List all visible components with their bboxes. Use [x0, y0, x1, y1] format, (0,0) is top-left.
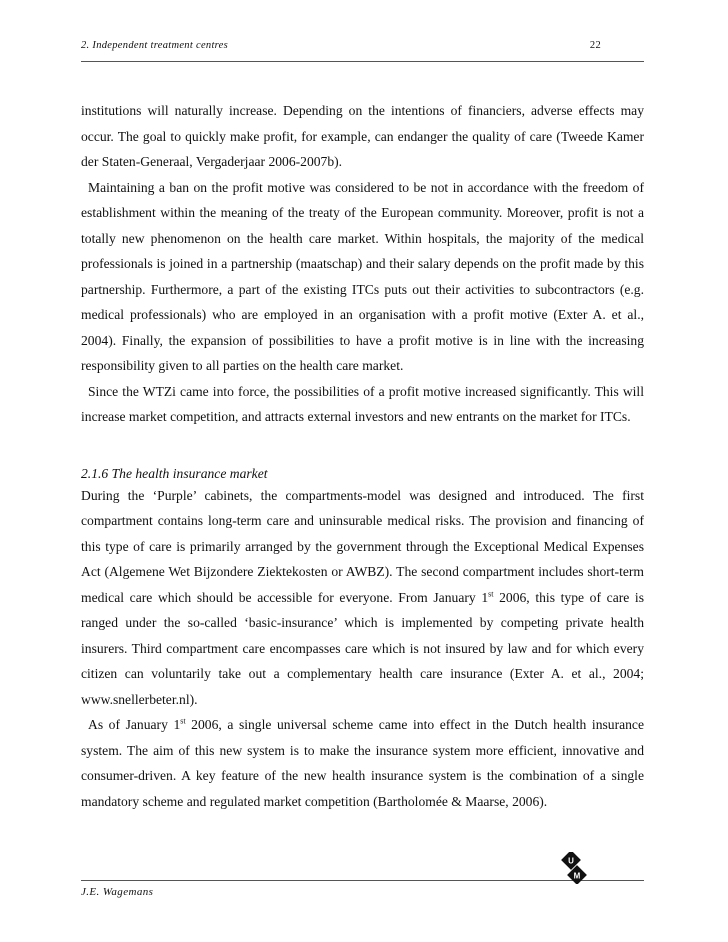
paragraph-5	[81, 712, 644, 814]
paragraph-4-text-a: During the ‘Purple’ cabinets, the compartments-model was designed and introduced. The first compartment contains long-term care and uninsurable medical risks. The provision and financing of this type of care is primarily arranged by the government through the Exceptional Medical Expenses Act (Algemene Wet Bijzondere Ziektekosten or AWBZ). The second compartment includes short-term medical care which should be accessible for everyone. From January 1	[81, 487, 644, 605]
section-spacer	[81, 430, 644, 464]
university-logo-icon	[559, 852, 589, 884]
paragraph-5-text-b: 2006, a single universal scheme came into effect in the Dutch health insurance system. The aim of this new system is to make the insurance system more efficient, innovative and consumer-driven. A key feature of the new health insurance system is the combination of a single mandatory scheme and regulated market competition (Bartholomée & Maarse, 2006).	[81, 717, 644, 809]
page-number: 22	[589, 40, 601, 51]
section-heading: 2.1.6 The health insurance market	[81, 465, 268, 481]
header-rule	[81, 61, 644, 62]
paragraph-4-text-b: 2006, this type of care is ranged under the so-called ‘basic-insurance’ which is implemented by competing private health insurers. Third compartment care encompasses care which is not insured by law and for which every citizen can voluntarily take out a complementary health care insurance (Exter A. et al., 2004; www.snellerbeter.nl).	[81, 589, 644, 707]
ordinal-suffix: st	[180, 716, 186, 726]
page-body	[81, 98, 644, 814]
author-name: J.E. Wagemans	[81, 886, 154, 898]
paragraph-4	[81, 483, 644, 713]
paragraph-1: institutions will naturally increase. Depending on the intentions of financiers, adverse effects may occur. The goal to quickly make profit, for example, can endanger the quality of care (Tweede Kamer der Staten-Generaal, Vergaderjaar 2006-2007b).	[81, 103, 644, 169]
page-header	[81, 36, 601, 56]
logo-letter-m: M	[573, 871, 581, 881]
chapter-title: 2. Independent treatment centres	[81, 40, 229, 51]
paragraph-5-text-a: As of January 1	[88, 717, 181, 732]
paragraph-3: Since the WTZi came into force, the possibilities of a profit motive increased significantly. This will increase market competition, and attracts external investors and new entrants on the market for ITCs.	[81, 383, 644, 424]
paragraph-2: Maintaining a ban on the profit motive was considered to be not in accordance with the freedom of establishment within the meaning of the treaty of the European community. Moreover, profit is not a totally new phenomenon on the health care market. Within hospitals, the majority of the medical professionals is joined in a partnership (maatschap) and their salary depends on the profit made by this partnership. Furthermore, a part of the existing ITCs puts out their activities to subcontractors (e.g. medical professionals) who are employed in an organisation with a profit motive (Exter A. et al., 2004). Finally, the expansion of possibilities to have a profit motive is in line with the increasing responsibility given to all parties on the health care market.	[81, 179, 644, 373]
logo-letter-u: U	[568, 856, 574, 866]
ordinal-suffix: st	[488, 588, 494, 598]
